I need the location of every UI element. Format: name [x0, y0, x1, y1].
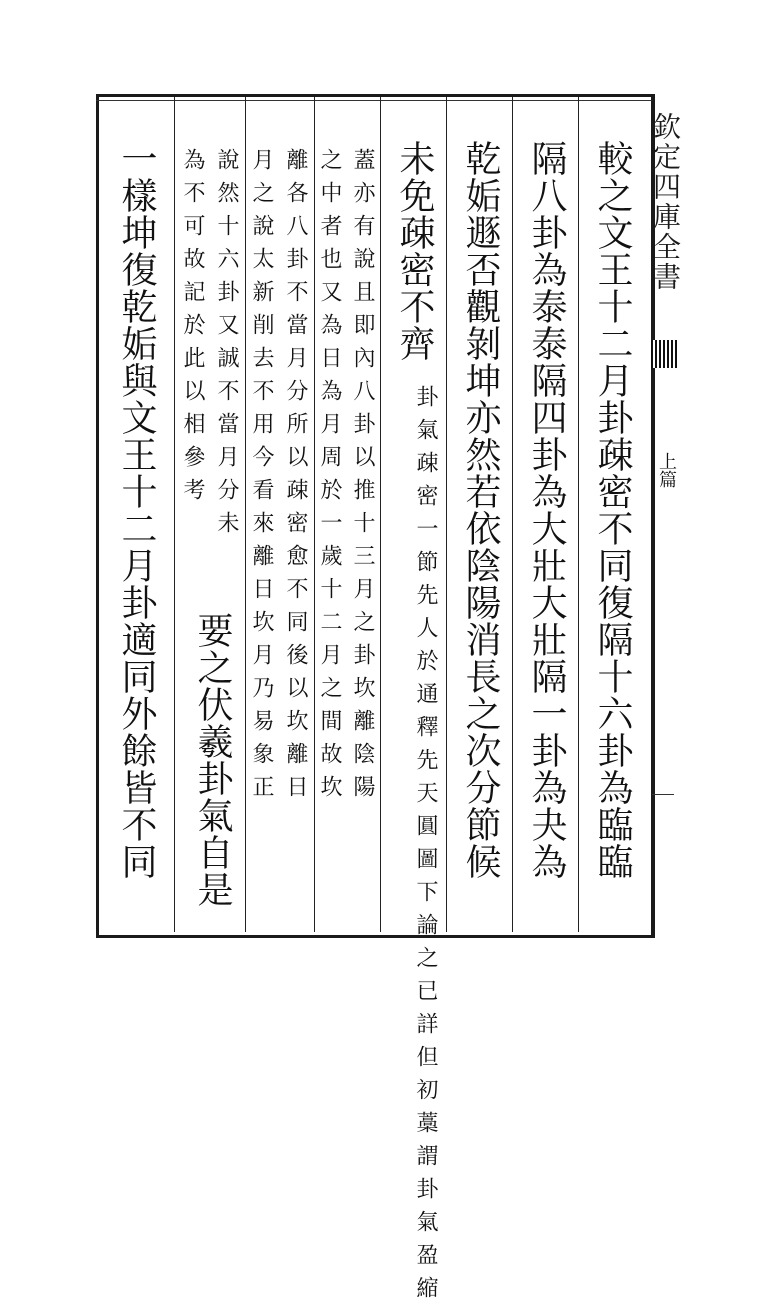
column-rule	[446, 97, 447, 932]
column-rule	[314, 97, 315, 932]
column-rule	[174, 97, 175, 932]
note-column-1: 卦氣疎密一節先人於通釋先天圓圖下論之已詳但初藁謂卦氣盈縮	[413, 385, 438, 1309]
note-column-6: 說然十六卦又誠不當月分未	[214, 148, 239, 544]
text-column-last: 一樣坤復乾姤與文王十二月卦適同外餘皆不同	[116, 140, 157, 880]
fishtail-marker-icon	[651, 340, 677, 368]
text-column-1: 較之文王十二月卦疎密不同復隔十六卦為臨臨	[592, 140, 633, 880]
border-double-line	[96, 100, 652, 101]
column-rule	[245, 97, 246, 932]
text-column-4: 未免疎密不齊	[394, 140, 435, 362]
section-label: 上篇	[656, 452, 677, 488]
note-column-4: 離各八卦不當月分所以疎密愈不同後以坎離日	[283, 148, 308, 808]
note-column-3: 之中者也又為日為月周於一歲十二月之間故坎	[317, 148, 342, 808]
column-rule	[578, 97, 579, 932]
text-column-2: 隔八卦為泰泰隔四卦為大壯大壯隔一卦為夬為	[526, 140, 567, 880]
column-rule	[380, 97, 381, 932]
note-column-5: 月之說太新削去不用今看來離日坎月乃易象正	[249, 148, 274, 808]
note-column-2: 蓋亦有說且即內八卦以推十三月之卦坎離陰陽	[350, 148, 375, 808]
note-column-7: 為不可故記於此以相參考	[180, 148, 205, 511]
text-column-lower: 要之伏羲卦氣自是	[192, 612, 233, 908]
text-column-3: 乾姤遯否觀剝坤亦然若依陰陽消長之次分節候	[460, 140, 501, 880]
margin-tick	[652, 794, 674, 795]
book-title: 欽定四庫全書	[649, 112, 682, 292]
column-rule	[512, 97, 513, 932]
